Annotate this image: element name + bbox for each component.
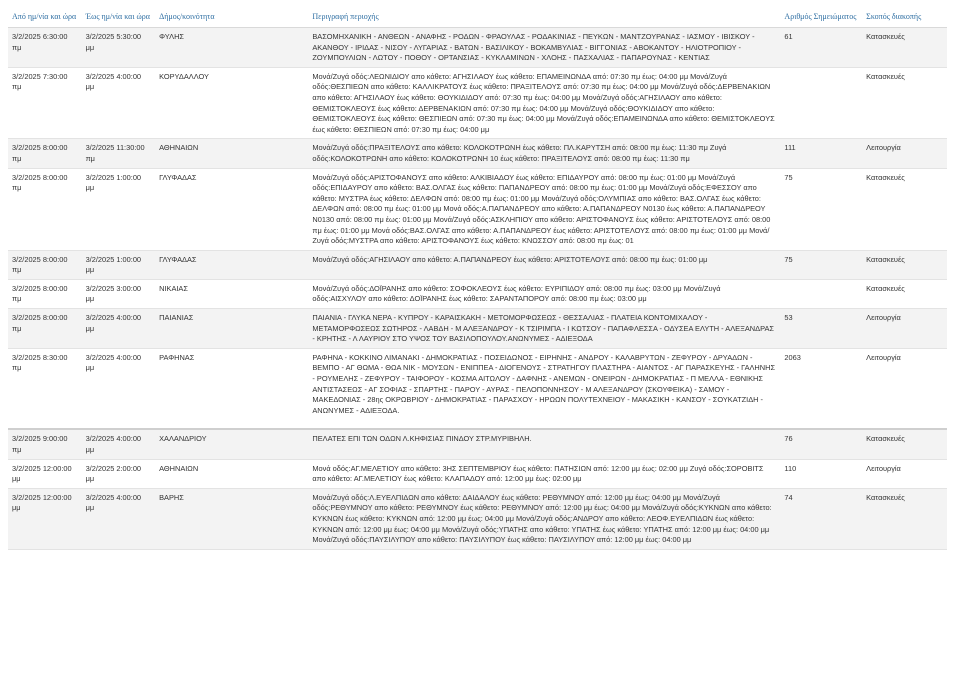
table-row xyxy=(8,309,947,349)
cell-from-datetime: 3/2/2025 8:00:00 πμ xyxy=(8,139,82,168)
cell-area-description: ΡΑΦΗΝΑ - ΚΟΚΚΙΝΟ ΛΙΜΑΝΑΚΙ - ΔΗΜΟΚΡΑΤΙΑΣ - ΠΟΣΕΙΔΩΝΟΣ - ΕΙΡΗΝΗΣ - ΑΝΔΡΟΥ - ΚΑΛΑΒΡΥΤΩΝ - ΖΕΦΥΡΟΥ - ΔΡΥΑΔΩΝ - ΒΕΜΠΟ - ΑΓ ΘΩΜΑ - ΘΩΑ ΝΙΚ - ΜΟΥΣΩΝ - ΕΝΙΠΠΕΑ - ΔΙΟΓΕΝΟΥΣ - ΣΤΡΑΤΗΓΟΥ ΠΛΑΣΤΗΡΑ - ΑΙΑΝΤΟΣ - ΑΓ ΠΑΡΑΣΚΕΥΗΣ - ΓΑΛΗΝΗΣ - ΡΟΥΜΕΛΗΣ - ΖΕΦΥΡΟΥ - ΤΑΙΦΟΡΟΥ - ΚΟΣΜΑ ΑΙΤΩΛΟΥ - ΔΑΦΝΗΣ - ΑΝΕΜΩΝ - ΟΝΕΙΡΩΝ - ΔΗΜΟΚΡΑΤΙΑΣ - Π ΜΕΛΛΑ - ΕΘΝΙΚΗΣ ΑΝΤΙΣΤΑΣΕΩΣ - ΑΓ ΣΟΦΙΑΣ - ΣΠΑΡΤΗΣ - ΠΑΡΟΥ - ΑΥΡΑΣ - ΠΕΛΟΠΟΝΝΗΣΟΥ - Μ ΑΛΕΞΑΝΔΡΟΥ (ΣΚΟΥΦΕΙΚΑ) - ΣΑΜΟΥ - ΜΑΚΕΔΟΝΙΑΣ - 28ης ΟΚΡΩΒΡΙΟΥ - ΔΗΜΟΚΡΑΤΙΑΣ - ΠΑΡΑΣΧΟΥ - ΗΡΩΩΝ ΠΟΛΥΤΕΧΝΕΙΟΥ - ΜΑΚΑΣΙΚΗ - ΚΑΝΣΟΥ - ΣΟΥΚΑΤΖΙΔΗ - ΑΝΩΝΥΜΕΣ - ΑΔΙΕΞΟΔΑ. xyxy=(308,348,780,429)
cell-from-datetime: 3/2/2025 8:00:00 πμ xyxy=(8,250,82,279)
cell-municipality: ΓΛΥΦΑΔΑΣ xyxy=(155,250,308,279)
cell-area-description: Μονά/Ζυγά οδός:ΔΟΪΡΑΝΗΣ απο κάθετο: ΣΟΦΟΚΛΕΟΥΣ έως κάθετο: ΕΥΡΙΠΙΔΟΥ από: 08:00 πμ έως: 03:00 μμ Μονά/Ζυγά οδός:ΑΙΣΧΥΛΟΥ απο κάθετο: ΔΟΪΡΑΝΗΣ έως κάθετο: ΣΑΡΑΝΤΑΠΟΡΟΥ από: 08:00 πμ έως: 03:00 μμ xyxy=(308,279,780,308)
cell-municipality: ΓΛΥΦΑΔΑΣ xyxy=(155,168,308,250)
cell-outage-purpose: Λειτουργία xyxy=(862,309,947,349)
cell-from-datetime: 3/2/2025 8:00:00 πμ xyxy=(8,309,82,349)
header-to-datetime[interactable]: Έως ημ/νία και ώρα xyxy=(82,6,156,28)
table-row xyxy=(8,250,947,279)
cell-outage-purpose: Λειτουργία xyxy=(862,348,947,429)
header-outage-purpose[interactable]: Σκοπός διακοπής xyxy=(862,6,947,28)
cell-from-datetime: 3/2/2025 9:00:00 πμ xyxy=(8,429,82,459)
cell-outage-purpose: Λειτουργία xyxy=(862,459,947,488)
cell-note-number: 110 xyxy=(780,459,862,488)
cell-note-number: 61 xyxy=(780,28,862,68)
cell-note-number: 75 xyxy=(780,168,862,250)
cell-to-datetime: 3/2/2025 4:00:00 μμ xyxy=(82,67,156,139)
cell-area-description: Μονά οδός:ΑΓ.ΜΕΛΕΤΙΟΥ απο κάθετο: 3ΗΣ ΣΕΠΤΕΜΒΡΙΟΥ έως κάθετο: ΠΑΤΗΣΙΩΝ από: 12:00 μμ έως: 02:00 μμ Ζυγά οδός:ΣΟΡΟΒΙΤΣ απο κάθετο: ΑΓ.ΜΕΛΕΤΙΟΥ έως κάθετο: ΚΛΑΠΑΔΟΥ από: 12:00 μμ έως: 02:00 μμ xyxy=(308,459,780,488)
cell-from-datetime: 3/2/2025 8:00:00 πμ xyxy=(8,168,82,250)
cell-municipality: ΧΑΛΑΝΔΡΙΟΥ xyxy=(155,429,308,459)
cell-note-number: 76 xyxy=(780,429,862,459)
cell-from-datetime: 3/2/2025 7:30:00 πμ xyxy=(8,67,82,139)
cell-to-datetime: 3/2/2025 3:00:00 μμ xyxy=(82,279,156,308)
cell-outage-purpose: Λειτουργία xyxy=(862,139,947,168)
cell-note-number: 2063 xyxy=(780,348,862,429)
cell-to-datetime: 3/2/2025 4:00:00 μμ xyxy=(82,488,156,549)
cell-municipality: ΝΙΚΑΙΑΣ xyxy=(155,279,308,308)
cell-to-datetime: 3/2/2025 11:30:00 πμ xyxy=(82,139,156,168)
cell-note-number: 75 xyxy=(780,250,862,279)
cell-outage-purpose: Κατασκευές xyxy=(862,429,947,459)
cell-from-datetime: 3/2/2025 8:00:00 πμ xyxy=(8,279,82,308)
cell-outage-purpose: Κατασκευές xyxy=(862,28,947,68)
cell-municipality: ΒΑΡΗΣ xyxy=(155,488,308,549)
table-row xyxy=(8,488,947,549)
header-area-description[interactable]: Περιγραφή περιοχής xyxy=(308,6,780,28)
cell-municipality: ΡΑΦΗΝΑΣ xyxy=(155,348,308,429)
cell-to-datetime: 3/2/2025 4:00:00 μμ xyxy=(82,348,156,429)
cell-outage-purpose: Κατασκευές xyxy=(862,279,947,308)
cell-to-datetime: 3/2/2025 4:00:00 μμ xyxy=(82,309,156,349)
cell-note-number xyxy=(780,279,862,308)
table-row xyxy=(8,348,947,429)
cell-area-description: ΒΑΣΟΜΗΧΑΝΙΚΗ - ΑΝΘΕΩΝ - ΑΝΑΦΗΣ - ΡΟΔΩΝ - ΦΡΑΟΥΛΑΣ - ΡΟΔΑΚΙΝΙΑΣ - ΠΕΥΚΩΝ - ΜΑΝΤΖΟΥΡΑΝΑΣ - ΙΑΣΜΟΥ - ΙΒΙΣΚΟΥ - ΑΚΑΝΘΟΥ - ΙΡΙΔΑΣ - ΝΙΣΟΥ - ΛΥΓΑΡΙΑΣ - ΒΑΤΩΝ - ΒΑΣΙΛΙΚΟΥ - ΒΟΚΑΜΒΥΛΙΑΣ - ΒΙΓΓΟΝΙΑΣ - ΑΒΟΚΑΝΤΟΥ - ΗΛΙΟΤΡΟΠΙΟΥ - ΖΟΥΜΠΟΥΛΙΩΝ - ΛΩΤΟΥ - ΠΟΘΟΥ - ΟΡΤΑΝΣΙΑΣ - ΚΥΚΛΑΜΙΝΩΝ - ΧΛΟΗΣ - ΠΑΣΧΑΛΙΑΣ - ΠΑΠΑΡΟΥΝΑΣ - ΚΕΝΤΙΑΣ xyxy=(308,28,780,68)
table-row xyxy=(8,429,947,459)
cell-area-description: Μονά/Ζυγά οδός:ΑΡΙΣΤΟΦΑΝΟΥΣ απο κάθετο: ΑΛΚΙΒΙΑΔΟΥ έως κάθετο: ΕΠΙΔΑΥΡΟΥ από: 08:00 πμ έως: 01:00 μμ Μονά/Ζυγά οδός:ΕΠΙΔΑΥΡΟΥ απο κάθετο: ΒΑΣ.ΟΛΓΑΣ έως κάθετο: ΠΑΠΑΝΔΡΕΟΥ από: 08:00 πμ έως: 01:00 μμ Μονά/Ζυγά οδός:ΕΦΕΣΣΟΥ απο κάθετο: ΜΥΣΤΡΑ έως κάθετο: ΔΕΛΦΩΝ από: 08:00 πμ έως: 01:00 μμ Μονά/Ζυγά οδός:ΟΛΥΜΠΙΑΣ απο κάθετο: ΒΑΣ.ΟΛΓΑΣ έως κάθετο: ΔΕΛΦΩΝ από: 08:00 πμ έως: 01:00 μμ Μονά οδός:Α.ΠΑΠΑΝΔΡΕΟΥ απο κάθετο: Α.ΠΑΠΑΝΔΡΕΟΥ Ν0130 έως κάθετο: Α.ΠΑΠΑΝΔΡΕΟΥ Ν0130 από: 08:00 πμ έως: 01:00 μμ Μονά/Ζυγά οδός:ΑΣΚΛΗΠΙΟΥ απο κάθετο: ΑΡΙΣΤΟΦΑΝΟΥΣ έως κάθετο: ΑΡΙΣΤΟΤΕΛΟΥΣ από: 08:00 πμ έως: 01:00 μμ Μονά οδός:ΒΑΣ.ΟΛΓΑΣ απο κάθετο: Α.ΠΑΠΑΝΔΡΕΟΥ έως κάθετο: ΑΡΙΣΤΟΤΕΛΟΥΣ από: 08:00 πμ έως: 01:00 μμ Μονά/Ζυγά οδός:ΜΥΣΤΡΑ απο κάθετο: ΑΡΙΣΤΟΦΑΝΟΥΣ έως κάθετο: ΚΝΩΣΣΟΥ από: 08:00 πμ έως: 01 xyxy=(308,168,780,250)
cell-area-description: Μονά/Ζυγά οδός:ΛΕΩΝΙΔΙΟΥ απο κάθετο: ΑΓΗΣΙΛΑΟΥ έως κάθετο: ΕΠΑΜΕΙΝΩΝΔΑ από: 07:30 πμ έως: 04:00 μμ Μονά/Ζυγά οδός:ΘΕΣΠΙΕΩΝ απο κάθετο: ΚΑΛΛΙΚΡΑΤΟΥΣ έως κάθετο: ΠΡΑΞΙΤΕΛΟΥΣ από: 07:30 πμ έως: 04:00 μμ Μονά/Ζυγά οδός:ΔΕΡΒΕΝΑΚΙΩΝ απο κάθετο: ΑΓΗΣΙΛΑΟΥ έως κάθετο: ΘΟΥΚΙΔΙΔΟΥ από: 07:30 πμ έως: 04:00 μμ Μονά/Ζυγά οδός:ΑΓΗΣΙΛΑΟΥ απο κάθετο: ΘΕΜΙΣΤΟΚΛΕΟΥΣ έως κάθετο: ΔΕΡΒΕΝΑΚΙΩΝ από: 07:30 πμ έως: 04:00 μμ Μονά/Ζυγά οδός:ΘΟΥΚΙΔΙΔΟΥ απο κάθετο: ΘΕΜΙΣΤΟΚΛΕΟΥΣ έως κάθετο: ΘΕΣΠΙΕΩΝ από: 07:30 πμ έως: 04:00 μμ Μονά/Ζυγά οδός:ΕΠΑΜΕΙΝΩΝΔΑ απο κάθετο: ΘΕΜΙΣΤΟΚΛΕΟΥΣ έως κάθετο: ΘΕΣΠΙΕΩΝ από: 07:30 πμ έως: 04:00 μμ xyxy=(308,67,780,139)
cell-to-datetime: 3/2/2025 1:00:00 μμ xyxy=(82,250,156,279)
header-note-number[interactable]: Αριθμός Σημειώματος xyxy=(780,6,862,28)
cell-area-description: ΠΕΛΑΤΕΣ ΕΠΙ ΤΩΝ ΟΔΩΝ Λ.ΚΗΦΙΣΙΑΣ ΠΙΝΔΟΥ ΣΤΡ.ΜΥΡΙΒΗΛΗ. xyxy=(308,429,780,459)
cell-area-description: Μονά/Ζυγά οδός:ΠΡΑΞΙΤΕΛΟΥΣ απο κάθετο: ΚΟΛΟΚΟΤΡΩΝΗ έως κάθετο: ΠΛ.ΚΑΡΥΤΣΗ από: 08:00 πμ έως: 11:30 πμ Ζυγά οδός:ΚΟΛΟΚΟΤΡΩΝΗ απο κάθετο: ΚΟΛΟΚΟΤΡΩΝΗ 10 έως κάθετο: ΠΡΑΞΙΤΕΛΟΥΣ από: 08:00 πμ έως: 11:30 πμ xyxy=(308,139,780,168)
cell-area-description: Μονά/Ζυγά οδός:ΑΓΗΣΙΛΑΟΥ απο κάθετο: Α.ΠΑΠΑΝΔΡΕΟΥ έως κάθετο: ΑΡΙΣΤΟΤΕΛΟΥΣ από: 08:00 πμ έως: 01:00 μμ xyxy=(308,250,780,279)
table-row xyxy=(8,139,947,168)
cell-to-datetime: 3/2/2025 4:00:00 μμ xyxy=(82,429,156,459)
cell-outage-purpose: Κατασκευές xyxy=(862,168,947,250)
cell-outage-purpose: Κατασκευές xyxy=(862,250,947,279)
cell-from-datetime: 3/2/2025 8:30:00 πμ xyxy=(8,348,82,429)
cell-outage-purpose: Κατασκευές xyxy=(862,67,947,139)
cell-municipality: ΦΥΛΗΣ xyxy=(155,28,308,68)
table-row xyxy=(8,28,947,68)
header-municipality[interactable]: Δήμος/κοινότητα xyxy=(155,6,308,28)
cell-to-datetime: 3/2/2025 2:00:00 μμ xyxy=(82,459,156,488)
table-header xyxy=(8,6,947,28)
cell-municipality: ΚΟΡΥΔΑΛΛΟΥ xyxy=(155,67,308,139)
table-row xyxy=(8,459,947,488)
cell-municipality: ΑΘΗΝΑΙΩΝ xyxy=(155,459,308,488)
cell-from-datetime: 3/2/2025 12:00:00 μμ xyxy=(8,459,82,488)
cell-note-number: 74 xyxy=(780,488,862,549)
table-body xyxy=(8,28,947,550)
cell-note-number: 53 xyxy=(780,309,862,349)
cell-outage-purpose: Κατασκευές xyxy=(862,488,947,549)
cell-municipality: ΑΘΗΝΑΙΩΝ xyxy=(155,139,308,168)
table-row xyxy=(8,279,947,308)
cell-note-number xyxy=(780,67,862,139)
cell-municipality: ΠΑΙΑΝΙΑΣ xyxy=(155,309,308,349)
cell-from-datetime: 3/2/2025 6:30:00 πμ xyxy=(8,28,82,68)
table-row xyxy=(8,168,947,250)
cell-area-description: ΠΑΙΑΝΙΑ - ΓΛΥΚΑ ΝΕΡΑ - ΚΥΠΡΟΥ - ΚΑΡΑΙΣΚΑΚΗ - ΜΕΤΟΜΟΡΦΩΣΕΩΣ - ΘΕΣΣΑΛΙΑΣ - ΠΛΑΤΕΙΑ ΚΟΝΤΟΜΙΧΑΛΟΥ - ΜΕΤΑΜΟΡΦΩΣΕΩΣ ΣΩΤΗΡΟΣ - ΛΑΒΔΗ - Μ ΑΛΕΞΑΝΔΡΟΥ - Κ ΤΣΙΡΙΜΠΑ - Ι ΚΩΤΣΟΥ - ΠΑΠΑΦΛΕΣΣΑ - ΟΔΥΣΕΑ ΕΛΥΤΗ - ΑΛΕΞΑΝΔΡΑΣ - ΚΡΗΤΗΣ - Λ ΛΑΥΡΙΟΥ ΣΤΟ ΥΨΟΣ ΤΟΥ ΒΑΣΙΛΟΠΟΥΛΟΥ.ΑΝΩΝΥΜΕΣ - ΑΔΙΕΞΟΔΑ xyxy=(308,309,780,349)
table-row xyxy=(8,67,947,139)
cell-area-description: Μονά/Ζυγά οδός:Λ.ΕΥΕΛΠΙΔΩΝ απο κάθετο: ΔΑΙΔΑΛΟΥ έως κάθετο: ΡΕΘΥΜΝΟΥ από: 12:00 μμ έως: 04:00 μμ Μονά/Ζυγά οδός:ΡΕΘΥΜΝΟΥ απο κάθετο: ΡΕΘΥΜΝΟΥ έως κάθετο: ΡΕΘΥΜΝΟΥ από: 12:00 μμ έως: 04:00 μμ Μονά/Ζυγά οδός:ΚΥΚΝΩΝ απο κάθετο: ΚΥΚΝΩΝ έως κάθετο: ΚΥΚΝΩΝ από: 12:00 μμ έως: 04:00 μμ Μονά/Ζυγά οδός:ΑΝΔΡΟΥ απο κάθετο: ΛΕΟΦ.ΕΥΕΛΠΙΔΩΝ έως κάθετο: ΚΥΚΝΩΝ από: 12:00 μμ έως: 04:00 μμ Μονά/Ζυγά οδός:ΥΠΑΤΗΣ απο κάθετο: ΥΠΑΤΗΣ έως κάθετο: ΥΠΑΤΗΣ από: 12:00 μμ έως: 04:00 μμ Μονά/Ζυγά οδός:ΠΑΥΣΙΛΥΠΟΥ απο κάθετο: ΠΑΥΣΙΛΥΠΟΥ έως κάθετο: ΠΑΥΣΙΛΥΠΟΥ από: 12:00 μμ έως: 04:00 μμ xyxy=(308,488,780,549)
cell-note-number: 111 xyxy=(780,139,862,168)
cell-to-datetime: 3/2/2025 5:30:00 μμ xyxy=(82,28,156,68)
header-from-datetime[interactable]: Από ημ/νία και ώρα xyxy=(8,6,82,28)
header-row xyxy=(8,6,947,28)
cell-from-datetime: 3/2/2025 12:00:00 μμ xyxy=(8,488,82,549)
cell-to-datetime: 3/2/2025 1:00:00 μμ xyxy=(82,168,156,250)
outage-table xyxy=(8,6,947,550)
